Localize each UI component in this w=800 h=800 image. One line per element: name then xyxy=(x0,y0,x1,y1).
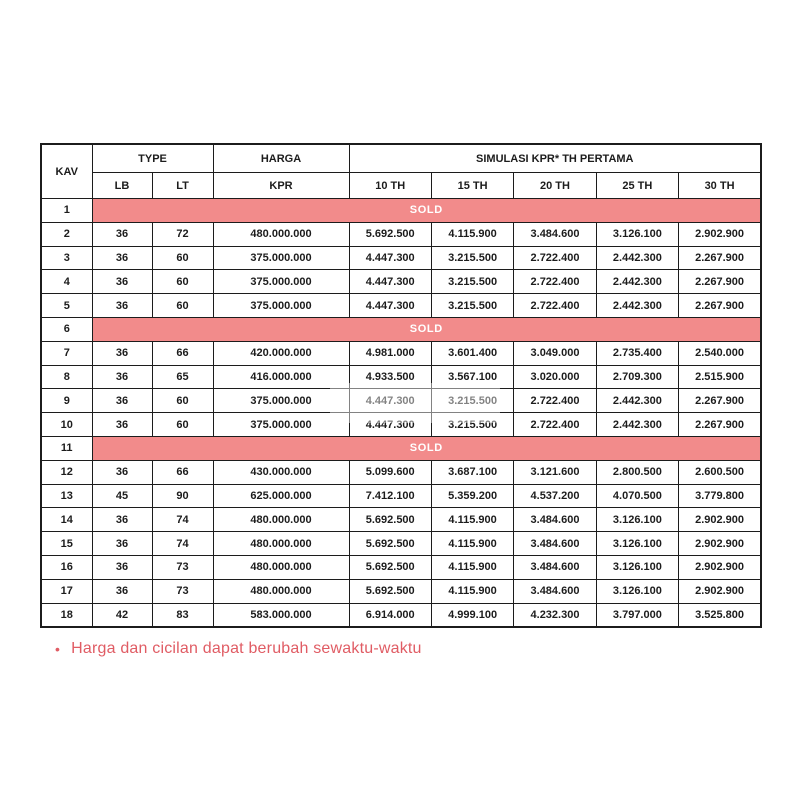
sim-15th-cell: 3.215.500 xyxy=(431,246,513,270)
sim-30th-cell: 2.902.900 xyxy=(679,222,761,246)
kav-cell: 3 xyxy=(41,246,92,270)
sim-25th-cell: 2.442.300 xyxy=(596,270,678,294)
lb-cell: 36 xyxy=(92,270,152,294)
col-header-lb: LB xyxy=(92,173,152,199)
lt-cell: 74 xyxy=(152,508,213,532)
sim-30th-cell: 2.902.900 xyxy=(679,555,761,579)
kav-cell: 12 xyxy=(41,460,92,484)
lt-cell: 66 xyxy=(152,460,213,484)
sim-30th-cell: 2.902.900 xyxy=(679,579,761,603)
lb-cell: 36 xyxy=(92,246,152,270)
kpr-cell: 375.000.000 xyxy=(213,413,349,437)
col-header-simulasi: SIMULASI KPR* TH PERTAMA xyxy=(349,144,761,173)
kav-cell: 17 xyxy=(41,579,92,603)
sim-10th-cell: 5.692.500 xyxy=(349,222,431,246)
kpr-cell: 625.000.000 xyxy=(213,484,349,508)
sim-10th-cell: 5.692.500 xyxy=(349,579,431,603)
kav-cell: 11 xyxy=(41,436,92,460)
sim-25th-cell: 3.126.100 xyxy=(596,222,678,246)
kpr-cell: 480.000.000 xyxy=(213,508,349,532)
lb-cell: 36 xyxy=(92,222,152,246)
sim-20th-cell: 2.722.400 xyxy=(514,246,596,270)
table-row xyxy=(41,389,761,413)
kpr-cell: 375.000.000 xyxy=(213,389,349,413)
lt-cell: 73 xyxy=(152,555,213,579)
lb-cell: 36 xyxy=(92,389,152,413)
sim-25th-cell: 2.442.300 xyxy=(596,246,678,270)
kav-cell: 18 xyxy=(41,603,92,627)
sim-30th-cell: 2.902.900 xyxy=(679,532,761,556)
col-header-25th: 25 TH xyxy=(596,173,678,199)
sim-10th-cell: 4.447.300 xyxy=(349,389,431,413)
lb-cell: 36 xyxy=(92,460,152,484)
table-body xyxy=(41,199,761,628)
sim-30th-cell: 2.902.900 xyxy=(679,508,761,532)
col-header-10th: 10 TH xyxy=(349,173,431,199)
header-row-sub xyxy=(41,173,761,199)
sim-30th-cell: 2.267.900 xyxy=(679,294,761,318)
sim-15th-cell: 3.567.100 xyxy=(431,365,513,389)
sim-20th-cell: 2.722.400 xyxy=(514,294,596,318)
sold-cell: SOLD xyxy=(92,317,761,341)
lb-cell: 36 xyxy=(92,294,152,318)
sim-20th-cell: 3.121.600 xyxy=(514,460,596,484)
sim-15th-cell: 4.115.900 xyxy=(431,222,513,246)
lt-cell: 60 xyxy=(152,294,213,318)
bullet-icon: • xyxy=(55,641,61,657)
lb-cell: 36 xyxy=(92,555,152,579)
kpr-cell: 480.000.000 xyxy=(213,555,349,579)
table-row xyxy=(41,555,761,579)
table-row xyxy=(41,199,761,223)
sim-15th-cell: 5.359.200 xyxy=(431,484,513,508)
col-header-kpr: KPR xyxy=(213,173,349,199)
sim-10th-cell: 6.914.000 xyxy=(349,603,431,627)
sim-25th-cell: 3.126.100 xyxy=(596,579,678,603)
kav-cell: 15 xyxy=(41,532,92,556)
sim-30th-cell: 2.540.000 xyxy=(679,341,761,365)
table-row xyxy=(41,508,761,532)
lb-cell: 36 xyxy=(92,365,152,389)
sim-30th-cell: 2.267.900 xyxy=(679,413,761,437)
col-header-kav: KAV xyxy=(41,144,92,199)
lt-cell: 60 xyxy=(152,389,213,413)
kpr-cell: 480.000.000 xyxy=(213,222,349,246)
kav-cell: 5 xyxy=(41,294,92,318)
sim-20th-cell: 4.232.300 xyxy=(514,603,596,627)
sim-30th-cell: 3.779.800 xyxy=(679,484,761,508)
kpr-cell: 430.000.000 xyxy=(213,460,349,484)
sim-10th-cell: 5.692.500 xyxy=(349,532,431,556)
header-row-top xyxy=(41,144,761,173)
sim-15th-cell: 4.115.900 xyxy=(431,508,513,532)
kpr-cell: 416.000.000 xyxy=(213,365,349,389)
sim-25th-cell: 2.709.300 xyxy=(596,365,678,389)
kpr-cell: 420.000.000 xyxy=(213,341,349,365)
col-header-15th: 15 TH xyxy=(431,173,513,199)
col-header-20th: 20 TH xyxy=(514,173,596,199)
table-row xyxy=(41,317,761,341)
sim-20th-cell: 3.484.600 xyxy=(514,222,596,246)
table-row xyxy=(41,341,761,365)
col-header-harga: HARGA xyxy=(213,144,349,173)
sim-20th-cell: 3.484.600 xyxy=(514,532,596,556)
table-row xyxy=(41,246,761,270)
sim-20th-cell: 3.484.600 xyxy=(514,555,596,579)
sim-25th-cell: 2.800.500 xyxy=(596,460,678,484)
table-row xyxy=(41,436,761,460)
lb-cell: 42 xyxy=(92,603,152,627)
sim-15th-cell: 4.999.100 xyxy=(431,603,513,627)
sim-30th-cell: 2.267.900 xyxy=(679,246,761,270)
kpr-price-table xyxy=(40,143,762,628)
kav-cell: 14 xyxy=(41,508,92,532)
sim-20th-cell: 3.484.600 xyxy=(514,579,596,603)
kpr-cell: 480.000.000 xyxy=(213,579,349,603)
sim-25th-cell: 2.735.400 xyxy=(596,341,678,365)
sim-10th-cell: 4.447.300 xyxy=(349,270,431,294)
lt-cell: 60 xyxy=(152,246,213,270)
sim-20th-cell: 2.722.400 xyxy=(514,413,596,437)
sim-20th-cell: 3.020.000 xyxy=(514,365,596,389)
sim-15th-cell: 3.601.400 xyxy=(431,341,513,365)
sim-10th-cell: 5.099.600 xyxy=(349,460,431,484)
table-row xyxy=(41,484,761,508)
lb-cell: 45 xyxy=(92,484,152,508)
lb-cell: 36 xyxy=(92,413,152,437)
sim-10th-cell: 4.447.300 xyxy=(349,294,431,318)
sim-10th-cell: 7.412.100 xyxy=(349,484,431,508)
footnote-text: Harga dan cicilan dapat berubah sewaktu-waktu xyxy=(71,640,422,657)
sim-25th-cell: 3.126.100 xyxy=(596,508,678,532)
sim-15th-cell: 4.115.900 xyxy=(431,555,513,579)
table-row xyxy=(41,532,761,556)
sim-25th-cell: 2.442.300 xyxy=(596,294,678,318)
table-row xyxy=(41,579,761,603)
table-row xyxy=(41,222,761,246)
sim-30th-cell: 2.600.500 xyxy=(679,460,761,484)
sim-30th-cell: 2.515.900 xyxy=(679,365,761,389)
lt-cell: 66 xyxy=(152,341,213,365)
sim-20th-cell: 3.049.000 xyxy=(514,341,596,365)
sim-10th-cell: 5.692.500 xyxy=(349,555,431,579)
lt-cell: 60 xyxy=(152,270,213,294)
kpr-cell: 480.000.000 xyxy=(213,532,349,556)
lt-cell: 74 xyxy=(152,532,213,556)
kpr-cell: 375.000.000 xyxy=(213,270,349,294)
kpr-cell: 375.000.000 xyxy=(213,294,349,318)
lb-cell: 36 xyxy=(92,579,152,603)
sim-25th-cell: 3.126.100 xyxy=(596,555,678,579)
kav-cell: 13 xyxy=(41,484,92,508)
lt-cell: 83 xyxy=(152,603,213,627)
lt-cell: 60 xyxy=(152,413,213,437)
sim-15th-cell: 3.215.500 xyxy=(431,294,513,318)
sim-30th-cell: 2.267.900 xyxy=(679,389,761,413)
sim-15th-cell: 4.115.900 xyxy=(431,579,513,603)
sim-25th-cell: 2.442.300 xyxy=(596,389,678,413)
sim-15th-cell: 3.687.100 xyxy=(431,460,513,484)
sim-10th-cell: 4.447.300 xyxy=(349,246,431,270)
sim-10th-cell: 4.933.500 xyxy=(349,365,431,389)
kav-cell: 10 xyxy=(41,413,92,437)
sim-20th-cell: 3.484.600 xyxy=(514,508,596,532)
sim-10th-cell: 4.981.000 xyxy=(349,341,431,365)
sim-30th-cell: 2.267.900 xyxy=(679,270,761,294)
col-header-30th: 30 TH xyxy=(679,173,761,199)
sold-cell: SOLD xyxy=(92,436,761,460)
sim-15th-cell: 4.115.900 xyxy=(431,532,513,556)
sim-20th-cell: 4.537.200 xyxy=(514,484,596,508)
sold-cell: SOLD xyxy=(92,199,761,223)
lt-cell: 73 xyxy=(152,579,213,603)
sim-15th-cell: 3.215.500 xyxy=(431,413,513,437)
lb-cell: 36 xyxy=(92,341,152,365)
sim-10th-cell: 4.447.300 xyxy=(349,413,431,437)
kav-cell: 1 xyxy=(41,199,92,223)
table-row xyxy=(41,365,761,389)
table-row xyxy=(41,270,761,294)
table-row xyxy=(41,460,761,484)
table-row xyxy=(41,603,761,627)
lt-cell: 65 xyxy=(152,365,213,389)
kpr-cell: 583.000.000 xyxy=(213,603,349,627)
lb-cell: 36 xyxy=(92,532,152,556)
table-row xyxy=(41,413,761,437)
lt-cell: 72 xyxy=(152,222,213,246)
kav-cell: 16 xyxy=(41,555,92,579)
sim-25th-cell: 2.442.300 xyxy=(596,413,678,437)
sim-25th-cell: 3.126.100 xyxy=(596,532,678,556)
sim-20th-cell: 2.722.400 xyxy=(514,389,596,413)
kav-cell: 7 xyxy=(41,341,92,365)
col-header-type: TYPE xyxy=(92,144,213,173)
sim-25th-cell: 3.797.000 xyxy=(596,603,678,627)
sim-30th-cell: 3.525.800 xyxy=(679,603,761,627)
sim-25th-cell: 4.070.500 xyxy=(596,484,678,508)
sim-15th-cell: 3.215.500 xyxy=(431,389,513,413)
kav-cell: 6 xyxy=(41,317,92,341)
kav-cell: 8 xyxy=(41,365,92,389)
table-row xyxy=(41,294,761,318)
kav-cell: 2 xyxy=(41,222,92,246)
kav-cell: 4 xyxy=(41,270,92,294)
sim-15th-cell: 3.215.500 xyxy=(431,270,513,294)
sim-10th-cell: 5.692.500 xyxy=(349,508,431,532)
kpr-cell: 375.000.000 xyxy=(213,246,349,270)
sim-20th-cell: 2.722.400 xyxy=(514,270,596,294)
kav-cell: 9 xyxy=(41,389,92,413)
lb-cell: 36 xyxy=(92,508,152,532)
footnote xyxy=(55,640,422,658)
col-header-lt: LT xyxy=(152,173,213,199)
lt-cell: 90 xyxy=(152,484,213,508)
